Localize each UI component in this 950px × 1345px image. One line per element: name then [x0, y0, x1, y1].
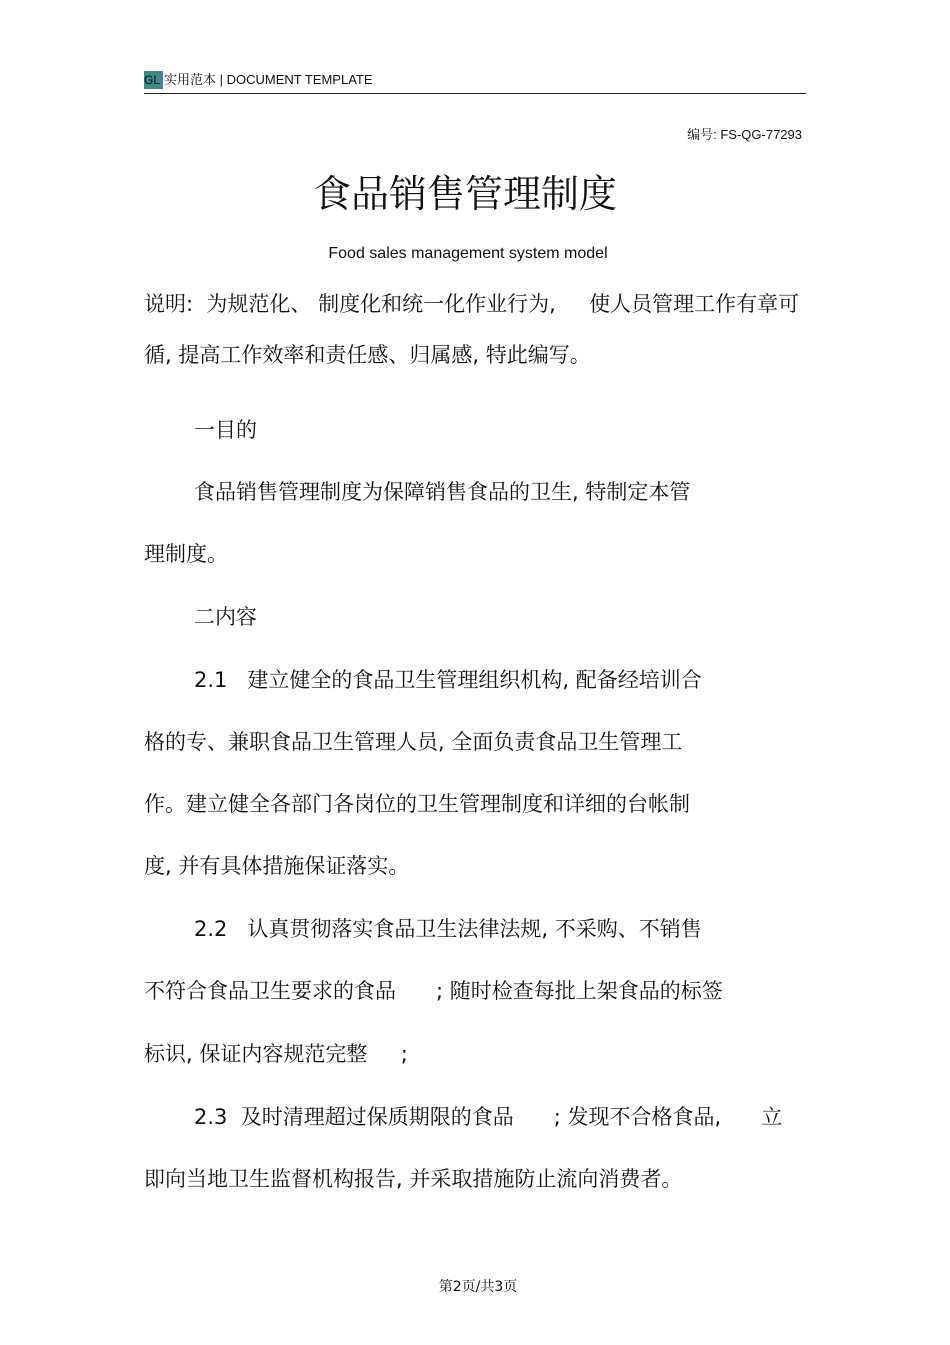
body-line: 不符合食品卫生要求的食品 ; 随时检查每批上架食品的标签 [144, 979, 723, 1003]
page-header [144, 70, 806, 94]
body-line: 理制度。 [144, 542, 228, 566]
header-divider [144, 93, 806, 94]
body-line: 说明: 为规范化、 制度化和统一化作业行为, 使人员管理工作有章可 [144, 292, 800, 316]
section-heading: 二内容 [194, 605, 257, 629]
body-line: 格的专、兼职食品卫生管理人员, 全面负责食品卫生管理工 [144, 730, 683, 754]
header-text: 实用范本 | DOCUMENT TEMPLATE [164, 72, 373, 87]
body-line: 2.3 及时清理超过保质期限的食品 ; 发现不合格食品, 立 [194, 1105, 783, 1129]
document-title: 食品销售管理制度 [312, 172, 617, 216]
gl-logo: GL [144, 71, 163, 89]
body-line: 食品销售管理制度为保障销售食品的卫生, 特制定本管 [194, 480, 691, 504]
document-number: 编号: FS-QG-77293 [687, 127, 802, 142]
body-line: 标识, 保证内容规范完整 ; [144, 1042, 408, 1066]
document-subtitle: Food sales management system model [328, 245, 608, 262]
body-line: 作。建立健全各部门各岗位的卫生管理制度和详细的台帐制 [144, 792, 690, 816]
body-line: 度, 并有具体措施保证落实。 [144, 854, 410, 878]
body-line: 2.2 认真贯彻落实食品卫生法律法规, 不采购、不销售 [194, 917, 702, 941]
page-number: 第2页/共3页 [438, 1279, 518, 1295]
body-line: 循, 提高工作效率和责任感、归属感, 特此编写。 [144, 343, 591, 367]
body-line: 2.1 建立健全的食品卫生管理组织机构, 配备经培训合 [194, 668, 702, 692]
section-heading: 一目的 [194, 418, 257, 442]
body-line: 即向当地卫生监督机构报告, 并采取措施防止流向消费者。 [144, 1167, 683, 1191]
